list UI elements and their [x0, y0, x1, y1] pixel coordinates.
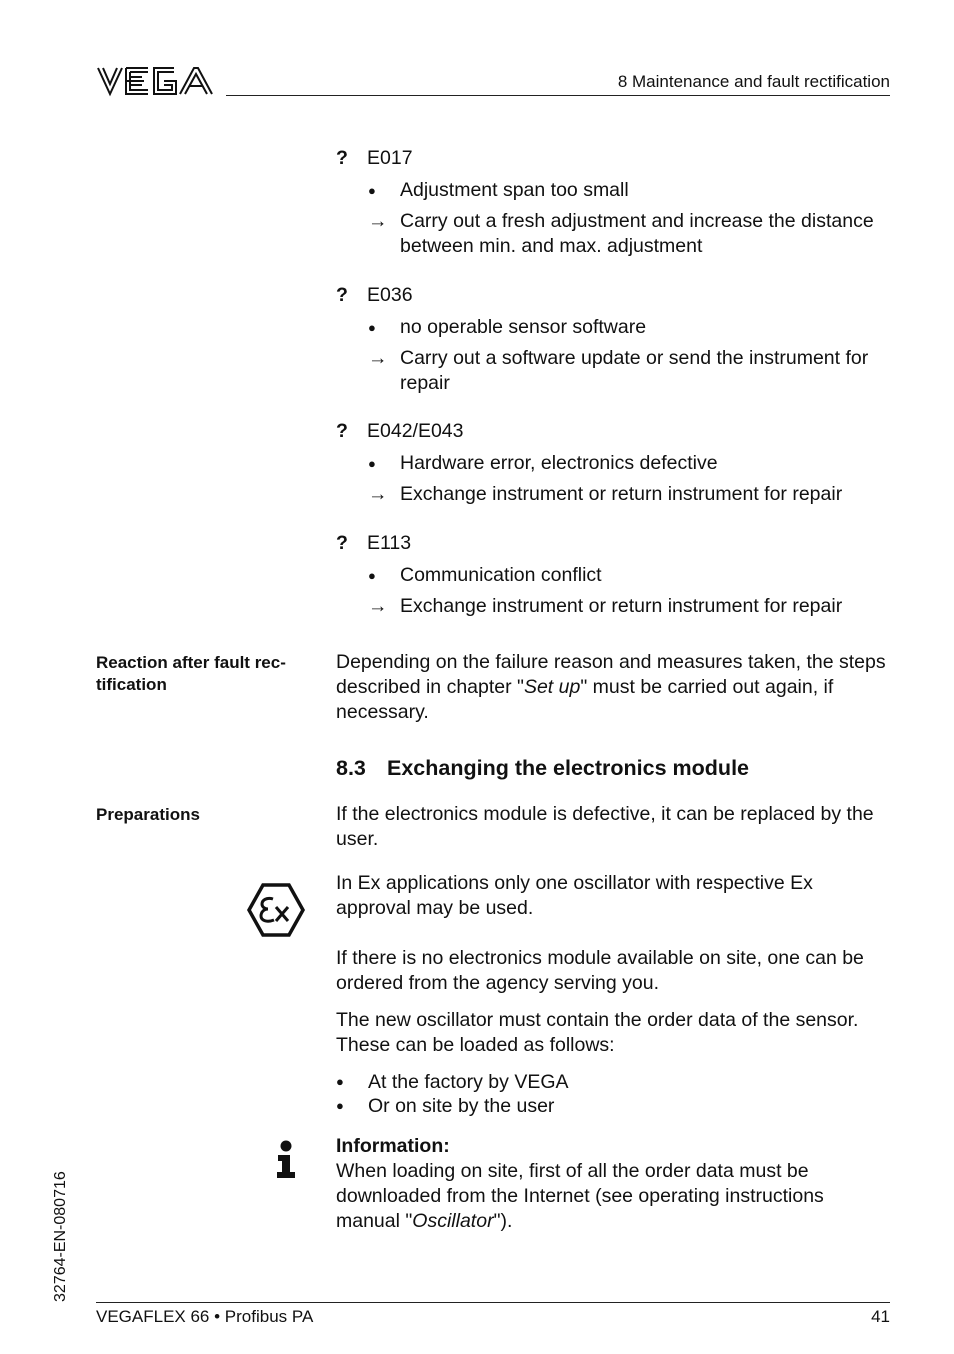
- bullet-icon: ●: [368, 456, 376, 471]
- question-mark: ?: [336, 532, 348, 554]
- info-icon: [274, 1140, 298, 1180]
- list-item: ● Or on site by the user: [336, 1095, 555, 1117]
- ex-note: In Ex applications only one oscillator with respective Ex approval may be used.: [336, 872, 813, 919]
- document-id: 32764-EN-080716: [52, 1171, 69, 1302]
- error-code: E017: [367, 147, 413, 169]
- bullet-icon: ●: [368, 320, 376, 335]
- information-block: [336, 1134, 892, 1234]
- error-code: E042/E043: [367, 420, 464, 442]
- arrow-right-icon: →: [368, 483, 388, 505]
- arrow-right-icon: →: [368, 347, 388, 369]
- error-remedy: Carry out a software update or send the instrument for repair: [400, 347, 869, 394]
- error-block: [336, 420, 892, 507]
- information-text: When loading on site, first of all the order data must be downloaded from the Internet (see operating instructions manual "Oscillator").: [336, 1160, 824, 1232]
- loading-options-list: [336, 1070, 892, 1118]
- preparations-paragraph: If the electronics module is defective, it can be replaced by the user.: [336, 803, 874, 850]
- arrow-right-icon: →: [368, 210, 388, 232]
- bullet-icon: ●: [336, 1098, 344, 1113]
- manual-reference: Oscillator: [412, 1210, 494, 1232]
- bullet-icon: ●: [368, 568, 376, 583]
- reaction-paragraph: Depending on the failure reason and measures taken, the steps described in chapter "Set up" must be carried out again, if necessary.: [336, 651, 886, 723]
- section-number: 8.3: [336, 756, 366, 780]
- error-remedy: Carry out a fresh adjustment and increase the distance between min. and max. adjustment: [400, 210, 874, 257]
- question-mark: ?: [336, 420, 348, 442]
- vega-logo: [96, 64, 214, 98]
- order-data-paragraph: The new oscillator must contain the order data of the sensor. These can be loaded as follows:: [336, 1009, 859, 1056]
- preparations-label: Preparations: [96, 805, 200, 824]
- footer-product: VEGAFLEX 66 • Profibus PA: [96, 1307, 314, 1326]
- error-code: E113: [367, 532, 412, 554]
- error-block: [336, 147, 892, 259]
- error-cause: Communication conflict: [400, 564, 602, 586]
- question-mark: ?: [336, 147, 348, 169]
- ex-hazard-icon: [247, 883, 305, 937]
- chapter-reference: Set up: [523, 676, 581, 698]
- section-heading: [336, 756, 749, 781]
- header-section-title: 8 Maintenance and fault rectification: [617, 72, 890, 91]
- arrow-right-icon: →: [368, 595, 388, 617]
- availability-paragraph: If there is no electronics module available on site, one can be ordered from the agency serving you.: [336, 947, 864, 994]
- error-remedy: Exchange instrument or return instrument for repair: [400, 595, 843, 617]
- error-cause: Hardware error, electronics defective: [400, 452, 718, 474]
- error-code: E036: [367, 284, 413, 306]
- error-cause: Adjustment span too small: [400, 179, 629, 201]
- bullet-icon: ●: [336, 1074, 344, 1089]
- header-rule: [226, 95, 890, 96]
- error-block: [336, 284, 892, 396]
- bullet-icon: ●: [368, 183, 376, 198]
- page-number: 41: [871, 1307, 890, 1326]
- footer-rule: [96, 1302, 890, 1303]
- question-mark: ?: [336, 284, 348, 306]
- section-title: Exchanging the electronics module: [387, 756, 749, 780]
- error-cause: no operable sensor software: [400, 316, 647, 338]
- reaction-label: Reaction after fault rec-tification: [96, 653, 286, 694]
- list-item: ● At the factory by VEGA: [336, 1071, 569, 1093]
- error-block: [336, 532, 892, 619]
- error-remedy: Exchange instrument or return instrument for repair: [400, 483, 843, 505]
- information-heading: Information:: [336, 1135, 450, 1157]
